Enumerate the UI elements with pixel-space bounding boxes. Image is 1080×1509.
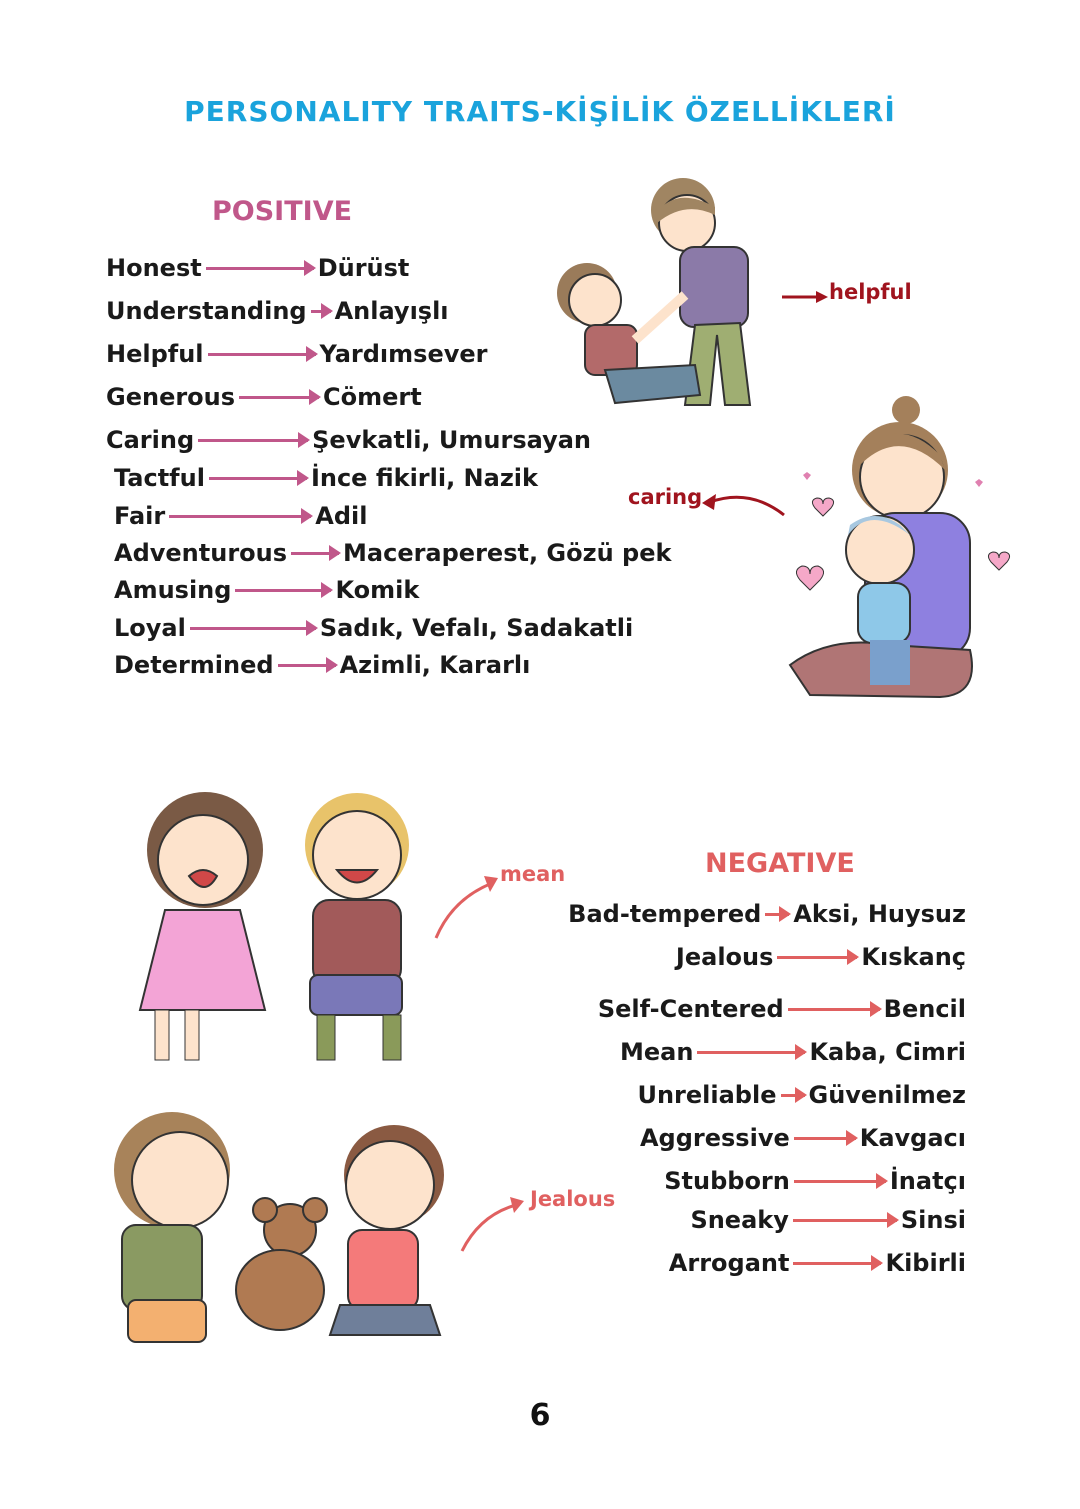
trait-turkish: Yardımsever	[319, 340, 488, 368]
mean-illustration	[85, 780, 445, 1080]
trait-row	[690, 1202, 966, 1238]
helpful-illustration	[545, 165, 785, 410]
trait-english: Sneaky	[690, 1206, 789, 1234]
jealous-illustration	[100, 1110, 500, 1395]
arrow-icon	[198, 439, 308, 442]
arrow-icon	[788, 1008, 880, 1011]
arrow-icon	[311, 310, 331, 313]
arrow-icon	[700, 490, 788, 520]
trait-turkish: İnatçı	[889, 1167, 966, 1195]
arrow-icon	[291, 552, 339, 555]
trait-row	[114, 498, 367, 534]
trait-turkish: Kaba, Cimri	[809, 1038, 966, 1066]
trait-row	[114, 572, 419, 608]
arrow-icon	[278, 664, 336, 667]
trait-english: Mean	[619, 1038, 694, 1066]
trait-english: Jealous	[675, 943, 774, 971]
trait-english: Aggressive	[639, 1124, 790, 1152]
arrow-icon	[793, 1262, 881, 1265]
trait-turkish: Komik	[335, 576, 420, 604]
trait-english: Understanding	[106, 297, 307, 325]
trait-turkish: Kavgacı	[859, 1124, 966, 1152]
arrow-icon	[781, 1094, 805, 1097]
arrow-icon	[780, 288, 830, 304]
trait-english: Arrogant	[668, 1249, 790, 1277]
arrow-icon	[169, 515, 311, 518]
trait-turkish: İnce fikirli, Nazik	[310, 464, 538, 492]
trait-english: Determined	[114, 651, 274, 679]
mean-label: mean	[500, 862, 566, 886]
trait-english: Tactful	[114, 464, 205, 492]
trait-turkish: Sinsi	[900, 1206, 966, 1234]
heart-icons	[795, 470, 1025, 620]
trait-row	[637, 1077, 966, 1113]
trait-row	[620, 1034, 966, 1070]
trait-row	[669, 1245, 966, 1281]
trait-row	[106, 379, 422, 415]
arrow-icon	[777, 956, 857, 959]
trait-turkish: Azimli, Kararlı	[339, 651, 531, 679]
page-title: PERSONALITY TRAITS-KİŞİLİK ÖZELLİKLERİ	[184, 95, 896, 128]
trait-english: Loyal	[114, 614, 186, 642]
trait-english: Amusing	[114, 576, 232, 604]
page-number: 6	[529, 1398, 551, 1433]
arrow-icon	[209, 477, 307, 480]
positive-heading: POSITIVE	[212, 196, 353, 227]
trait-row	[114, 460, 538, 496]
trait-turkish: Kibirli	[885, 1249, 966, 1277]
arrow-icon	[793, 1219, 897, 1222]
arrow-icon	[239, 396, 319, 399]
trait-english: Bad-tempered	[568, 900, 762, 928]
negative-heading: NEGATIVE	[705, 848, 855, 879]
trait-row	[106, 336, 487, 372]
trait-turkish: Bencil	[883, 995, 966, 1023]
trait-turkish: Güvenilmez	[808, 1081, 966, 1109]
arrow-icon	[206, 267, 314, 270]
trait-row	[664, 1163, 966, 1199]
jealous-label: Jealous	[530, 1187, 616, 1211]
trait-row	[114, 535, 671, 571]
trait-turkish: Kıskanç	[861, 943, 966, 971]
trait-row	[106, 250, 409, 286]
trait-row	[676, 939, 966, 975]
trait-turkish: Maceraperest, Gözü pek	[343, 539, 672, 567]
trait-turkish: Dürüst	[317, 254, 410, 282]
trait-english: Stubborn	[664, 1167, 790, 1195]
trait-turkish: Aksi, Huysuz	[793, 900, 966, 928]
trait-row	[114, 647, 530, 683]
arrow-icon	[765, 913, 789, 916]
trait-english: Helpful	[106, 340, 204, 368]
arrow-icon	[697, 1051, 805, 1054]
trait-english: Self-Centered	[597, 995, 784, 1023]
trait-row	[106, 293, 449, 329]
arrow-icon	[794, 1180, 886, 1183]
trait-english: Honest	[106, 254, 202, 282]
trait-turkish: Şevkatli, Umursayan	[312, 426, 591, 454]
helpful-label: helpful	[829, 280, 912, 304]
arrow-icon	[208, 353, 316, 356]
trait-row	[114, 610, 633, 646]
trait-english: Adventurous	[114, 539, 288, 567]
trait-english: Generous	[106, 383, 236, 411]
arrow-icon	[458, 1195, 528, 1255]
trait-turkish: Adil	[315, 502, 368, 530]
trait-row	[640, 1120, 966, 1156]
trait-english: Unreliable	[637, 1081, 777, 1109]
arrow-icon	[235, 589, 331, 592]
trait-english: Fair	[114, 502, 166, 530]
caring-label: caring	[628, 485, 703, 509]
trait-row	[106, 422, 591, 458]
trait-turkish: Sadık, Vefalı, Sadakatli	[319, 614, 634, 642]
arrow-icon	[432, 870, 502, 942]
arrow-icon	[190, 627, 316, 630]
trait-turkish: Anlayışlı	[334, 297, 449, 325]
arrow-icon	[794, 1137, 856, 1140]
trait-turkish: Cömert	[323, 383, 422, 411]
trait-row	[568, 896, 966, 932]
trait-row	[598, 991, 966, 1027]
trait-english: Caring	[106, 426, 195, 454]
